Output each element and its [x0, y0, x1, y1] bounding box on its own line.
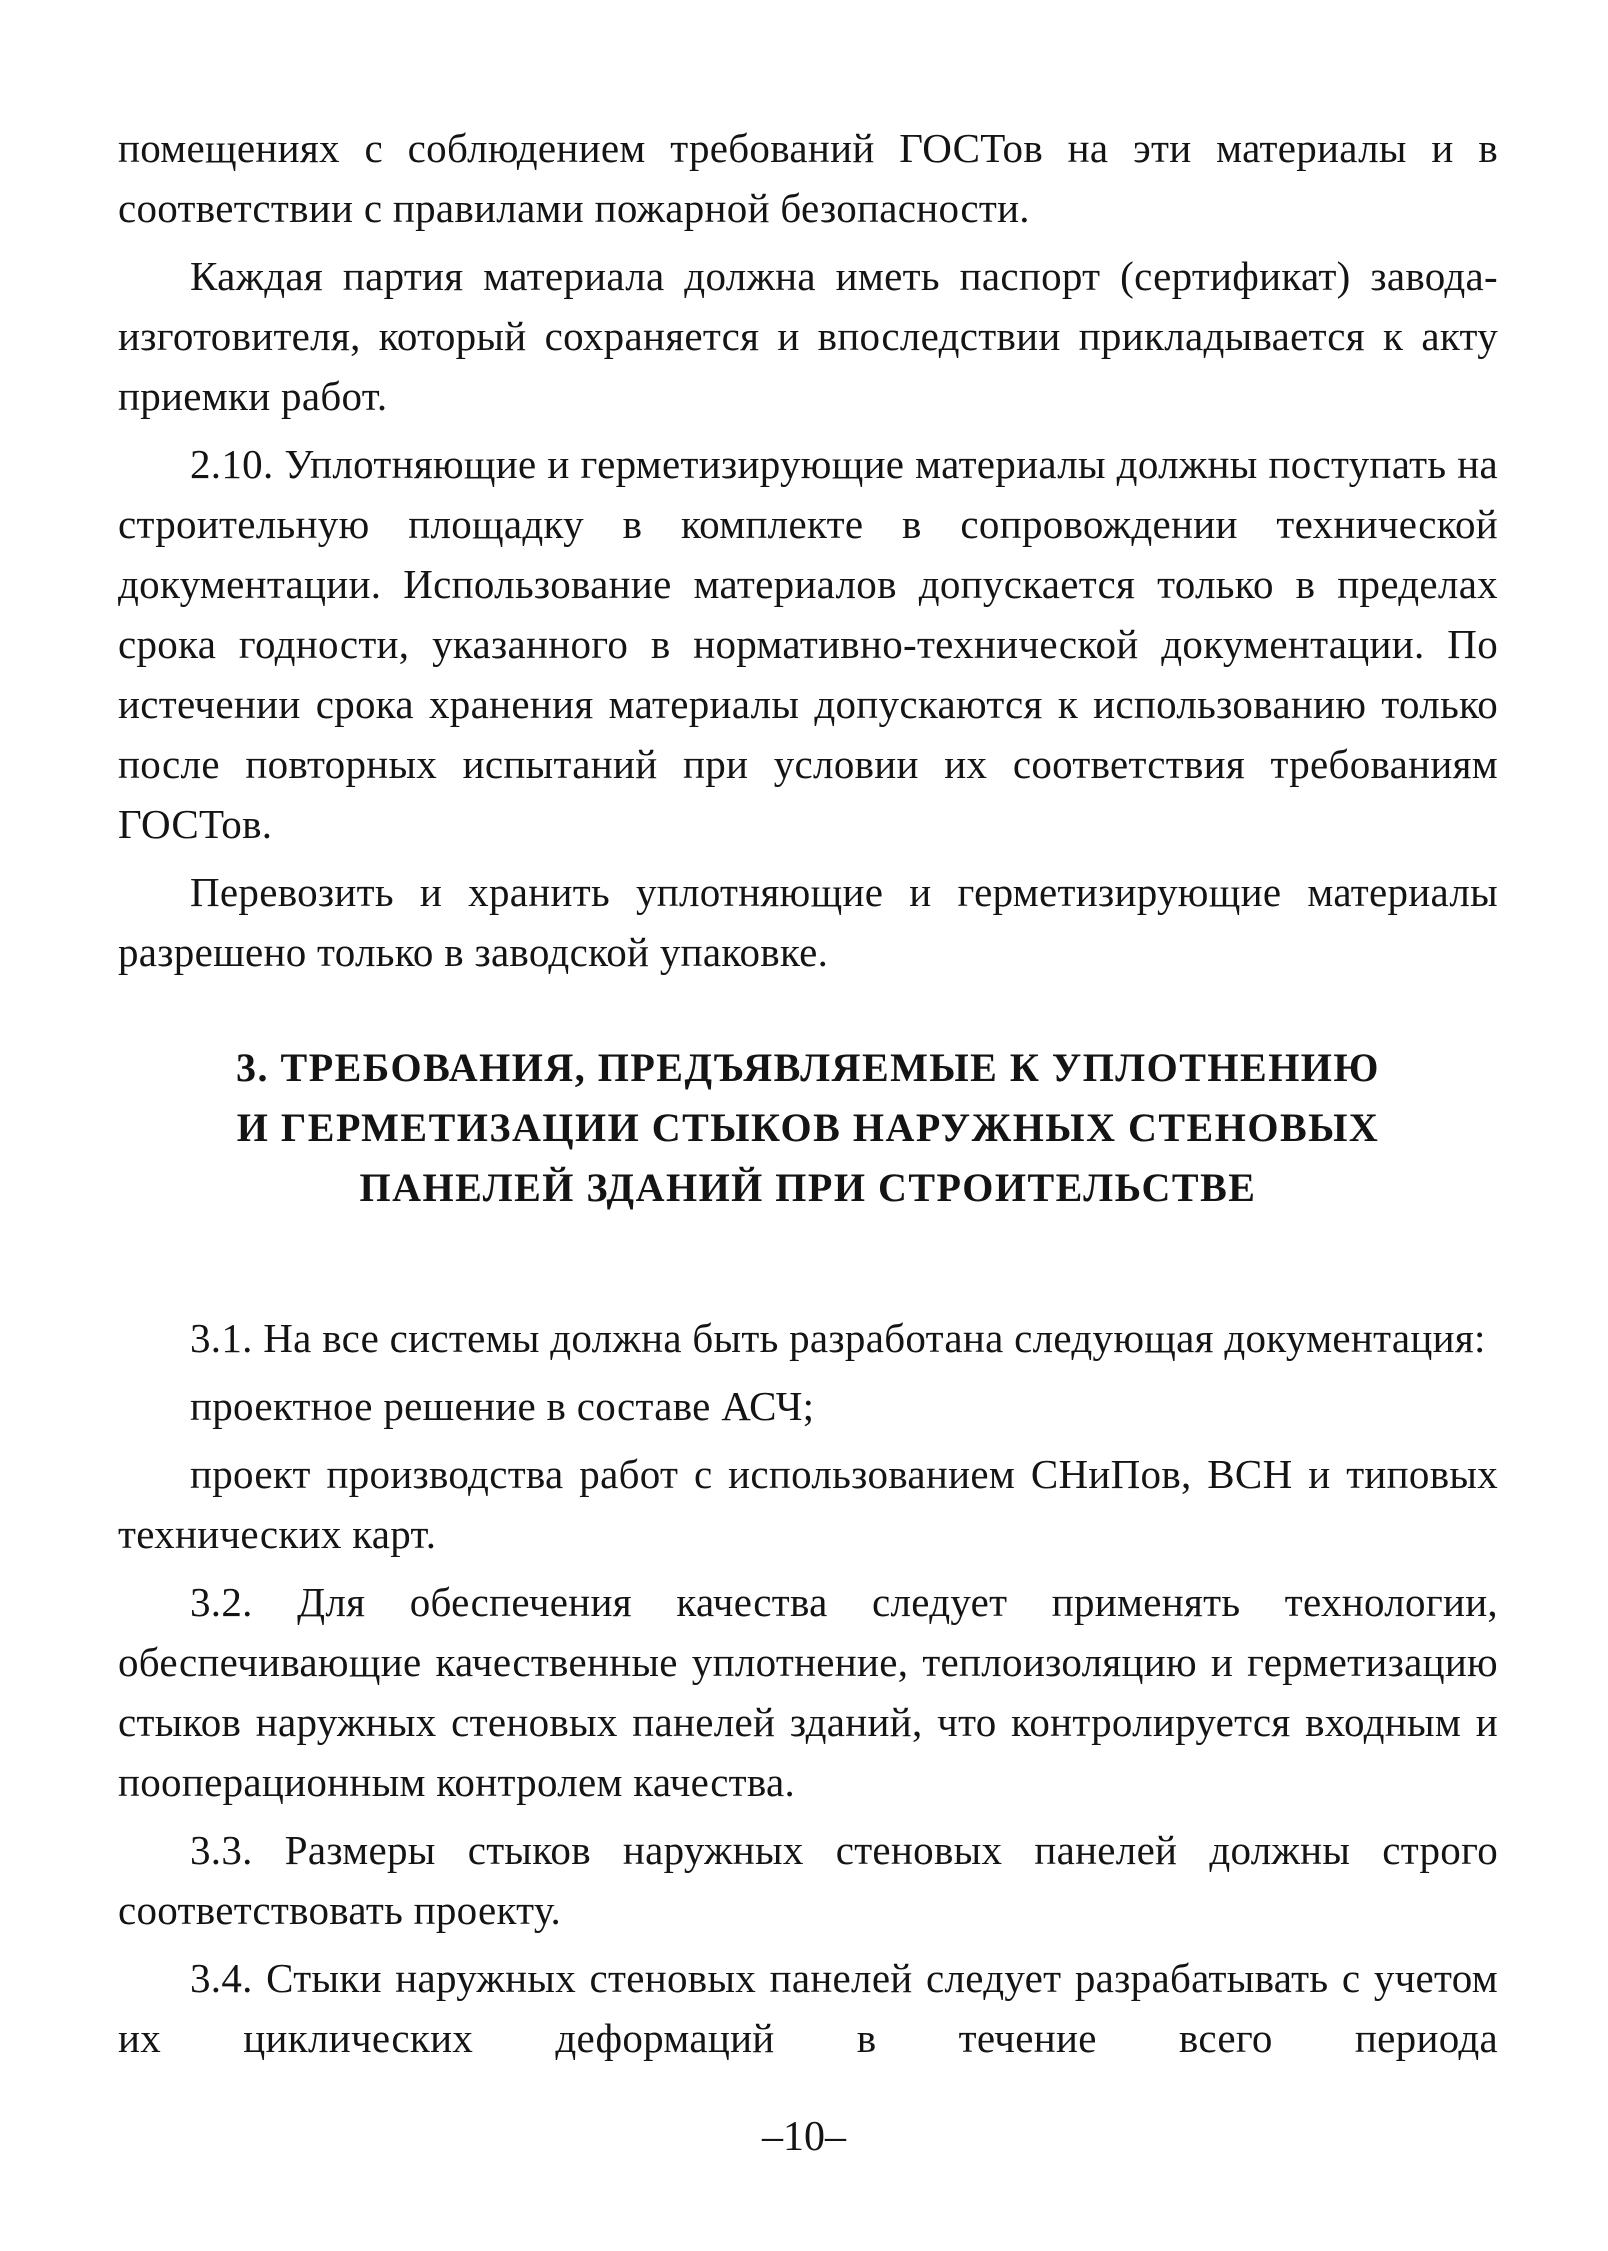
paragraph-3-3: 3.3. Размеры стыков наружных стеновых панелей должны строго соответствовать проекту. [118, 1827, 1498, 1933]
paragraph-transport: Перевозить и хранить уплотняющие и герметизирующие материалы разрешено только в заводской упаковке. [118, 869, 1498, 975]
paragraph-work-project: проект производства работ с использованием СНиПов, ВСН и типовых технических карт. [118, 1451, 1498, 1557]
paragraph-3-4: 3.4. Стыки наружных стеновых панелей следует разрабатывать с учетом их циклических деформаций в течение всего периода [118, 1955, 1498, 2061]
paragraph-3-1: 3.1. На все системы должна быть разработана следующая документация: [190, 1315, 1486, 1361]
page-number: –10– [762, 2114, 846, 2160]
paragraph-project-solution: проектное решение в составе АСЧ; [190, 1383, 815, 1429]
paragraph-continuation: помещениях с соблюдением требований ГОСТов на эти материалы и в соответствии с правилами пожарной безопасности. [118, 125, 1498, 231]
section-3-heading [118, 1038, 1498, 1218]
section-heading-line: 3. ТРЕБОВАНИЯ, ПРЕДЪЯВЛЯЕМЫЕ К УПЛОТНЕНИЮ [236, 1045, 1380, 1090]
section-heading-line: И ГЕРМЕТИЗАЦИИ СТЫКОВ НАРУЖНЫХ СТЕНОВЫХ [236, 1105, 1380, 1150]
paragraph-2-10: 2.10. Уплотняющие и герметизирующие материалы должны поступать на строительную площадку в комплекте в сопровождении технической документации. Использование материалов допускается только в пределах срока годности, указанного в нормативно-технической документации. По истечении срока хранения материалы допускаются к использованию только после повторных испытаний при условии их соответствия требованиям ГОСТов. [118, 441, 1498, 847]
document-page [118, 118, 1498, 2076]
section-heading-line: ПАНЕЛЕЙ ЗДАНИЙ ПРИ СТРОИТЕЛЬСТВЕ [359, 1165, 1257, 1210]
paragraph-passport: Каждая партия материала должна иметь паспорт (сертификат) завода-изготовителя, который сохраняется и впоследствии прикладывается к акту приемки работ. [118, 253, 1498, 419]
paragraph-3-2: 3.2. Для обеспечения качества следует применять технологии, обеспечивающие качественные уплотнение, теплоизоляцию и герметизацию стыков наружных стеновых панелей зданий, что контролируется входным и пооперационным контролем качества. [118, 1579, 1498, 1805]
